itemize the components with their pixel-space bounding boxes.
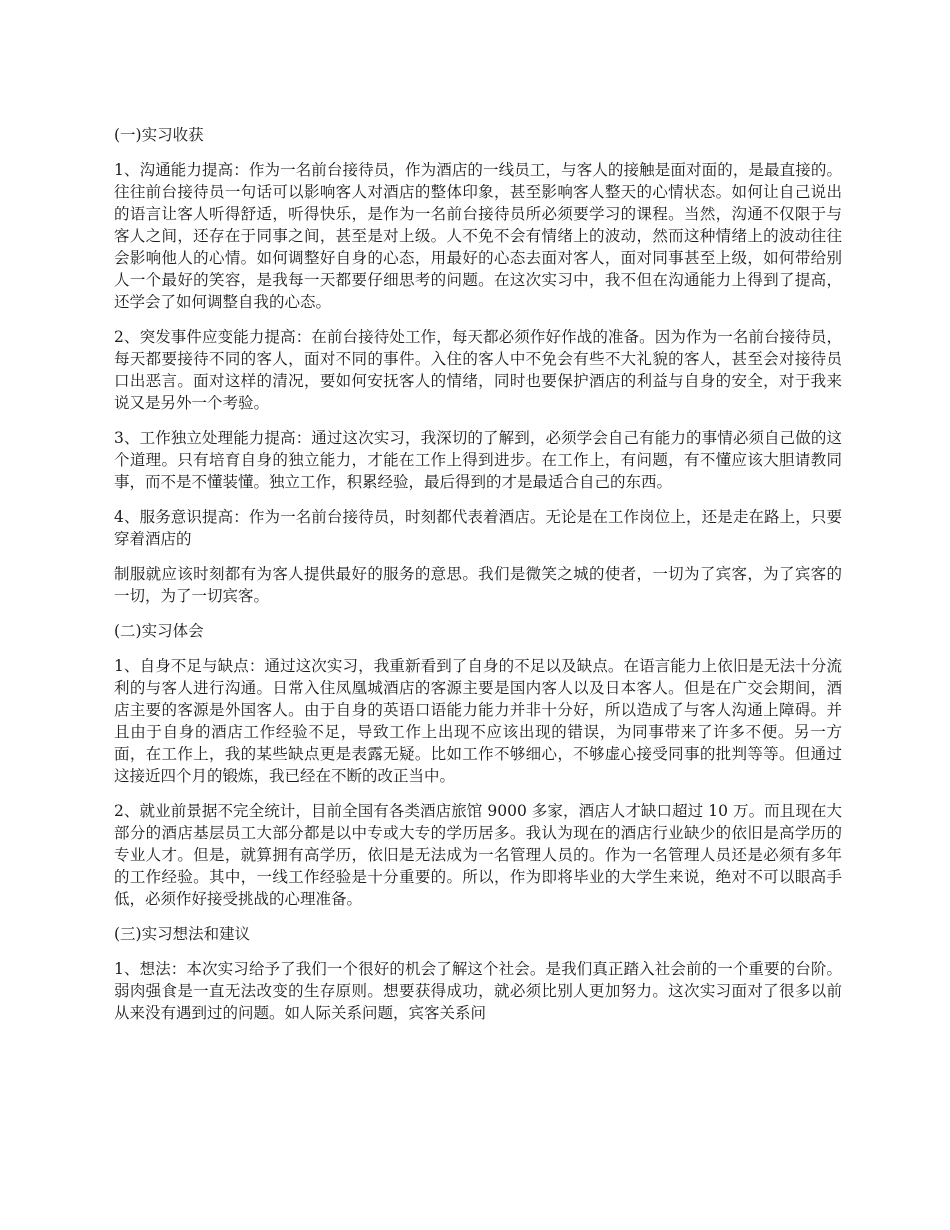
section-heading-1: (一)实习收获 [114, 126, 204, 144]
paragraph-independent-work: 3、工作独立处理能力提高：通过这次实习，我深切的了解到，必须学会自己有能力的事情必须自己做的这个道理。只有培育自身的独立能力，才能在工作上得到进步。在工作上，有问题，有不懂应该大胆请教同事，而不是不懂装懂。独立工作，积累经验，最后得到的才是最适合自己的东西。 [114, 429, 842, 491]
section-heading-2: (二)实习体会 [114, 622, 204, 640]
document-page [114, 124, 842, 1037]
paragraph-service-awareness: 4、服务意识提高：作为一名前台接待员，时刻都代表着酒店。无论是在工作岗位上，还是走在路上，只要穿着酒店的 [114, 508, 842, 548]
section-heading-3: (三)实习想法和建议 [114, 925, 251, 943]
paragraph-emergency-response: 2、突发事件应变能力提高：在前台接待处工作，每天都必须作好作战的准备。因为作为一名前台接待员，每天都要接待不同的客人，面对不同的事件。入住的客人中不免会有些不大礼貌的客人，甚至会对接待员口出恶言。面对这样的清况，要如何安抚客人的情绪，同时也要保护酒店的利益与自身的安全，对于我来说又是另外一个考验。 [114, 328, 842, 412]
paragraph-thoughts: 1、想法：本次实习给予了我们一个很好的机会了解这个社会。是我们真正踏入社会前的一个重要的台阶。弱肉强食是一直无法改变的生存原则。想要获得成功，就必须比别人更加努力。这次实习面对了很多以前从来没有遇到过的问题。如人际关系问题，宾客关系问 [114, 960, 842, 1022]
paragraph-communication: 1、沟通能力提高：作为一名前台接待员，作为酒店的一线员工，与客人的接触是面对面的，是最直接的。往往前台接待员一句话可以影响客人对酒店的整体印象，甚至影响客人整天的心情状态。如何让自己说出的语言让客人听得舒适，听得快乐，是作为一名前台接待员所必须要学习的课程。当然，沟通不仅限于与客人之间，还存在于同事之间，甚至是对上级。人不免不会有情绪上的波动，然而这种情绪上的波动往往会影响他人的心情。如何调整好自身的心态，用最好的心态去面对客人，面对同事甚至上级，如何带给别人一个最好的笑容，是我每一天都要仔细思考的问题。在这次实习中，我不但在沟通能力上得到了提高，还学会了如何调整自我的心态。 [114, 161, 842, 311]
paragraph-employment-prospects: 2、就业前景据不完全统计，目前全国有各类酒店旅馆 9000 多家，酒店人才缺口超过 10 万。而且现在大部分的酒店基层员工大部分都是以中专或大专的学历居多。我认为现在的酒店行业缺少的依旧是高学历的专业人才。但是，就算拥有高学历，依旧是无法成为一名管理人员的。作为一名管理人员还是必须有多年的工作经验。其中，一线工作经验是十分重要的。所以，作为即将毕业的大学生来说，绝对不可以眼高手低，必须作好接受挑战的心理准备。 [114, 802, 842, 908]
paragraph-shortcomings: 1、自身不足与缺点：通过这次实习，我重新看到了自身的不足以及缺点。在语言能力上依旧是无法十分流利的与客人进行沟通。日常入住凤凰城酒店的客源主要是国内客人以及日本客人。但是在广交会期间，酒店主要的客源是外国客人。由于自身的英语口语能力能力并非十分好，所以造成了与客人沟通上障碍。并且由于自身的酒店工作经验不足，导致工作上出现不应该出现的错误，为同事带来了许多不便。另一方面，在工作上，我的某些缺点更是表露无疑。比如工作不够细心，不够虚心接受同事的批判等等。但通过这接近四个月的锻炼，我已经在不断的改正当中。 [114, 657, 842, 785]
paragraph-service-awareness-continued: 制服就应该时刻都有为客人提供最好的服务的意思。我们是微笑之城的使者，一切为了宾客，为了宾客的一切，为了一切宾客。 [114, 565, 842, 605]
